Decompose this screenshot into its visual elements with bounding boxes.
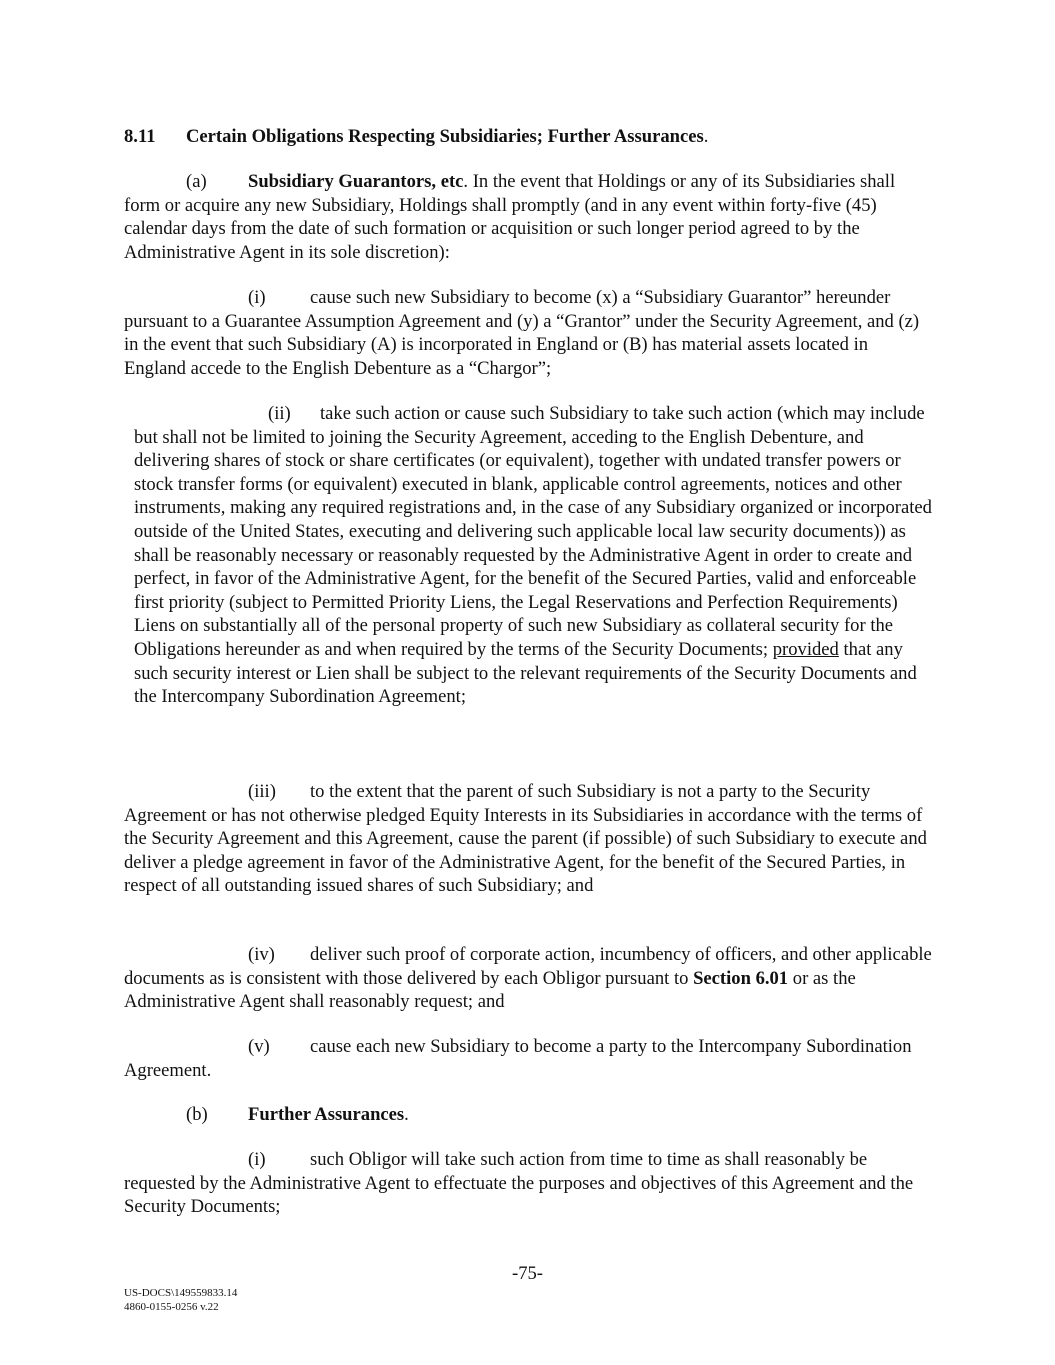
paragraph-a-iii-text: to the extent that the parent of such Subsidiary is not a party to the Security Agreement or has not otherwise pledged Equity Interests in its Subsidiaries in accordance with the terms of the Security Agreement and this Agreement, cause the parent (if possible) of such Subsidiary to execute and deliver a pledge agreement in favor of the Administrative Agent, for the benefit of the Secured Parties, in respect of all outstanding issued shares of such Subsidiary; and <box>124 781 927 897</box>
paragraph-a-v <box>124 1035 934 1082</box>
paragraph-a-ii-text-end: that any such security interest or Lien shall be subject to the relevant requirements of the Security Documents and the Intercompany Subordination Agreement; <box>134 638 917 708</box>
paragraph-b-label: (b) <box>186 1104 208 1125</box>
footer-version: 4860-0155-0256 v.22 <box>124 1301 219 1313</box>
paragraph-a-iv-label: (iv) <box>248 944 275 965</box>
provided-term: provided <box>772 638 839 660</box>
document-footer <box>124 1286 237 1314</box>
paragraph-a-v-text: cause each new Subsidiary to become a party to the Intercompany Subordination Agreement. <box>124 1036 912 1081</box>
paragraph-b-period: . <box>404 1104 409 1125</box>
paragraph-b <box>124 1103 934 1127</box>
section-reference: Section 6.01 <box>693 967 789 989</box>
footer-doc-id: US-DOCS\149559833.14 <box>124 1287 238 1299</box>
paragraph-b-i <box>124 1148 934 1219</box>
page-number: -75- <box>512 1263 543 1284</box>
section-title: Certain Obligations Respecting Subsidiaries; Further Assurances <box>186 126 704 147</box>
paragraph-a-iv <box>124 943 934 1014</box>
paragraph-b-i-label: (i) <box>248 1149 266 1170</box>
paragraph-a-i <box>124 286 934 380</box>
paragraph-a-heading: Subsidiary Guarantors, etc <box>248 171 464 192</box>
paragraph-a-iii-label: (iii) <box>248 781 276 802</box>
paragraph-a-iv-text: deliver such proof of corporate action, incumbency of officers, and other applicable documents as is consistent with those delivered by each Obligor pursuant to <box>124 944 932 989</box>
paragraph-a-iii <box>124 780 934 898</box>
paragraph-a-ii-label: (ii) <box>268 403 291 424</box>
paragraph-b-i-text: such Obligor will take such action from time to time as shall reasonably be requested by the Administrative Agent to effectuate the purposes and objectives of this Agreement and the Security Documents; <box>124 1149 914 1218</box>
paragraph-a-label: (a) <box>186 171 207 192</box>
paragraph-a-v-label: (v) <box>248 1036 270 1057</box>
section-title-period: . <box>703 126 709 147</box>
section-number: 8.11 <box>124 126 156 147</box>
section-heading <box>124 125 934 149</box>
paragraph-a-ii <box>134 402 934 709</box>
paragraph-a-i-label: (i) <box>248 287 266 308</box>
paragraph-a-i-text: cause such new Subsidiary to become (x) a “Subsidiary Guarantor” hereunder pursuant to a Guarantee Assumption Agreement and (y) a “Grantor” under the Security Agreement, and (z) in the event that such Subsidiary (A) is incorporated in England or (B) has material assets located in England accede to the English Debenture as a “Chargor”; <box>124 287 920 379</box>
paragraph-a-text: . In the event that Holdings or any of its Subsidiaries shall form or acquire any new Subsidiary, Holdings shall promptly (and in any event within forty-five (45) calendar days from the date of such formation or acquisition or such longer period agreed to by the Administrative Agent in its sole discretion): <box>124 171 896 263</box>
paragraph-a <box>124 170 934 264</box>
paragraph-b-heading: Further Assurances <box>248 1104 405 1125</box>
paragraph-a-iv-text-end: or as the Administrative Agent shall reasonably request; and <box>124 967 856 1013</box>
paragraph-a-ii-text: take such action or cause such Subsidiary to take such action (which may include but shall not be limited to joining the Security Agreement, acceding to the English Debenture, and delivering shares of stock or share certificates (or equivalent), together with undated transfer powers or stock transfer forms (or equivalent) executed in blank, applicable control agreements, notices and other instruments, making any required registrations and, in the case of any Subsidiary organized or incorporated outside of the United States, executing and delivering such applicable local law security documents)) as shall be reasonably necessary or reasonably requested by the Administrative Agent in order to create and perfect, in favor of the Administrative Agent, for the benefit of the Secured Parties, valid and enforceable first priority (subject to Permitted Priority Liens, the Legal Reservations and Perfection Requirements) Liens on substantially all of the personal property of such new Subsidiary as collateral security for the Obligations hereunder as and when required by the terms of the Security Documents; <box>134 403 932 660</box>
